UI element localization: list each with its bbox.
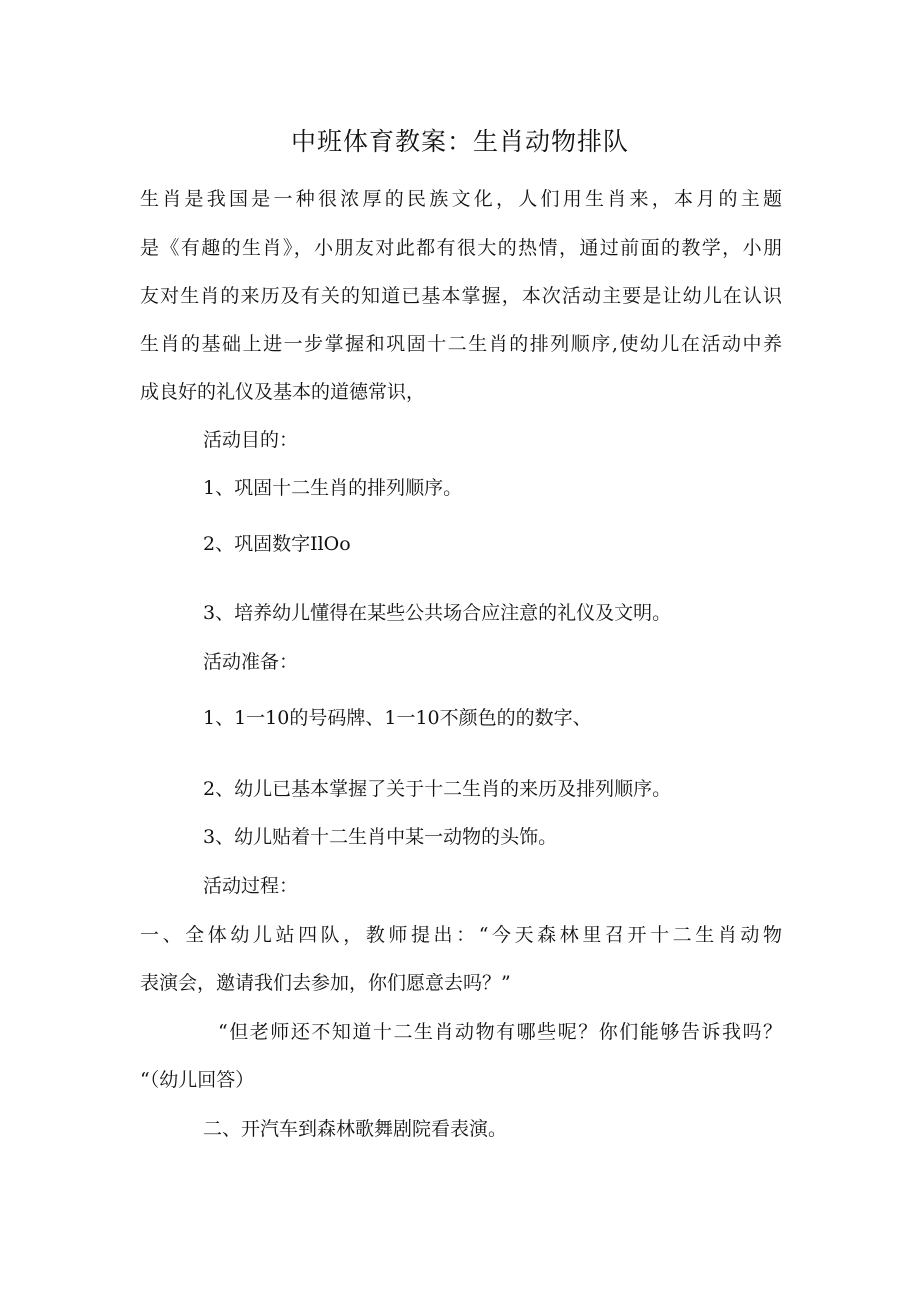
prep-item-2: 2、幼儿已基本掌握了关于十二生肖的来历及排列顺序。 <box>203 778 672 800</box>
goal-item-3: 3、培养幼儿懂得在某些公共场合应注意的礼仪及文明。 <box>203 602 672 624</box>
intro-line-5: 成良好的礼仪及基本的道德常识， <box>140 381 426 403</box>
prep-heading: 活动准备： <box>203 651 299 673</box>
intro-line-3: 友对生肖的来历及有关的知道已基本掌握，本次活动主要是让幼儿在认识 <box>140 285 782 307</box>
step1-line-1: 一、全体幼儿站四队，教师提出：“今天森林里召开十二生肖动物 <box>140 924 782 946</box>
process-heading: 活动过程： <box>203 875 299 897</box>
goals-heading: 活动目的： <box>203 429 299 451</box>
goal-item-2: 2、巩固数字IlOo <box>203 533 351 555</box>
prep-item-1: 1、1一10的号码牌、1一10不颜色的的数字、 <box>203 707 592 729</box>
step2-line: 二、开汽车到森林歌舞剧院看表演。 <box>203 1118 508 1140</box>
step1-line-2: 表演会，邀请我们去参加，你们愿意去吗？” <box>140 972 511 994</box>
intro-line-4: 生肖的基础上进一步掌握和巩固十二生肖的排列顺序,使幼儿在活动中养 <box>140 333 782 355</box>
quote-line-2: “（幼儿回答） <box>140 1069 255 1091</box>
goal-item-1: 1、巩固十二生肖的排列顺序。 <box>203 477 463 499</box>
prep-item-3: 3、幼儿贴着十二生肖中某一动物的头饰。 <box>203 826 558 848</box>
intro-line-1: 生肖是我国是一种很浓厚的民族文化，人们用生肖来，本月的主题 <box>140 188 782 210</box>
intro-line-2: 是《有趣的生肖》，小朋友对此都有很大的热情，通过前面的教学，小朋 <box>140 237 782 259</box>
document-title: 中班体育教案：生肖动物排队 <box>290 127 629 156</box>
quote-line-1: “但老师还不知道十二生肖动物有哪些呢？你们能够告诉我吗？ <box>218 1021 782 1043</box>
